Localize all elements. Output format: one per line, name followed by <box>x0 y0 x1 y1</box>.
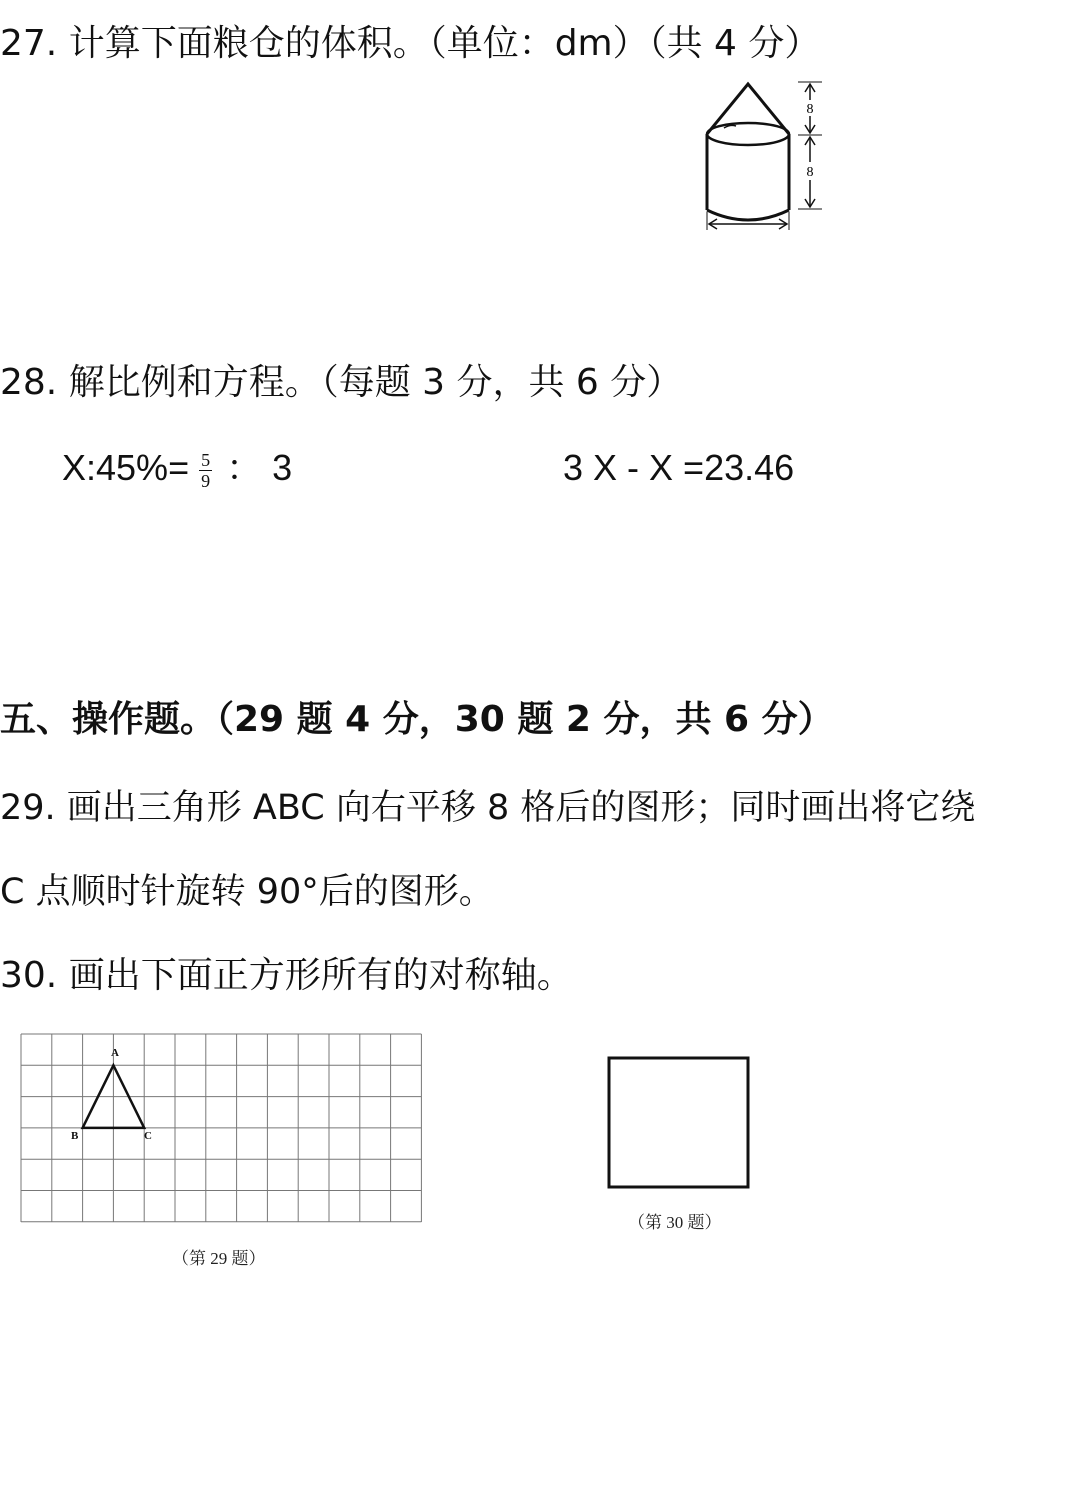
label-b: B <box>71 1130 79 1142</box>
q29-line-2: C 点顺时针旋转 90°后的图形。 <box>0 872 494 912</box>
q28-text: 28. 解比例和方程。（每题 3 分，共 6 分） <box>0 362 683 403</box>
fraction-numerator: 5 <box>201 449 211 470</box>
q30-caption: （第 30 题） <box>628 1213 722 1232</box>
fraction-denominator: 9 <box>201 470 211 491</box>
equation-2: 3 X - X =23.46 <box>563 447 795 488</box>
equation-1 <box>62 446 292 491</box>
q29-grid-figure <box>20 1033 424 1223</box>
cylinder-height-label: 8 <box>806 165 814 180</box>
q29-caption: （第 29 题） <box>172 1249 266 1268</box>
cone-height-label: 8 <box>806 102 814 117</box>
grid-lines <box>21 1034 421 1222</box>
q27-text: 27. 计算下面粮仓的体积。（单位：dm）（共 4 分） <box>0 23 821 64</box>
q30-text: 30. 画出下面正方形所有的对称轴。 <box>0 955 573 996</box>
granary-figure <box>700 78 840 238</box>
label-a: A <box>111 1047 119 1059</box>
fraction-5-9 <box>199 450 212 491</box>
q29-line-1: 29. 画出三角形 ABC 向右平移 8 格后的图形；同时画出将它绕 <box>0 788 976 828</box>
equation-1-left: X:45%= <box>62 447 190 488</box>
section-5-title: 五、操作题。（29 题 4 分，30 题 2 分，共 6 分） <box>0 699 834 740</box>
square <box>609 1058 748 1187</box>
label-c: C <box>144 1130 152 1142</box>
equation-1-right: ： 3 <box>226 447 293 488</box>
q30-square-figure <box>607 1056 751 1190</box>
